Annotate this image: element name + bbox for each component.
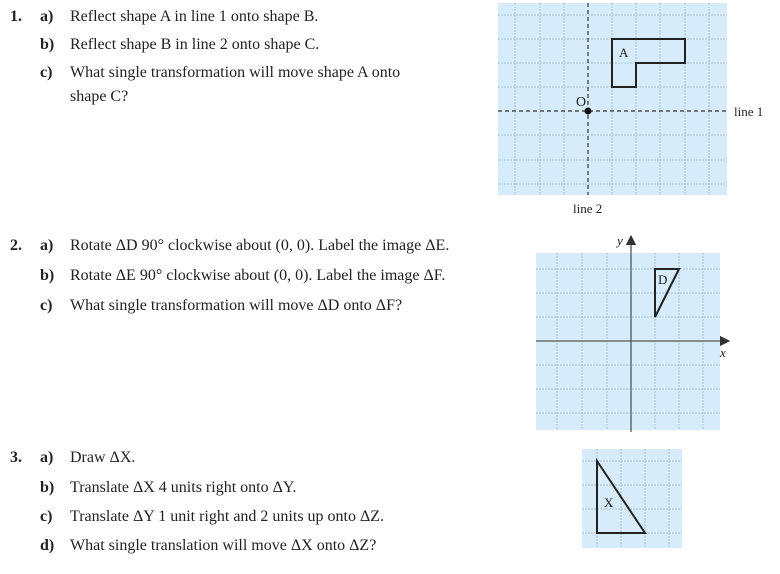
part-text: Reflect shape A in line 1 onto shape B. [70, 8, 319, 25]
triangle-d-label: D [658, 272, 668, 287]
origin-label: O [576, 95, 587, 110]
part-label: c) [40, 297, 53, 314]
part-label: a) [40, 237, 54, 254]
line-1-label: line 1 [734, 104, 764, 119]
question-number: 1. [10, 8, 22, 25]
grid-figure-1 [498, 3, 763, 216]
part-label: b) [40, 36, 55, 53]
part-text: Rotate ΔE 90° clockwise about (0, 0). Label the image ΔF. [70, 267, 446, 284]
x-axis-label: x [720, 345, 726, 360]
part-text: Draw ΔX. [70, 449, 136, 466]
part-text: Rotate ΔD 90° clockwise about (0, 0). Label the image ΔE. [70, 237, 450, 254]
grid-figure-3 [582, 449, 682, 548]
grid-figure-2 [536, 233, 726, 432]
part-label: c) [40, 64, 53, 81]
part-label: d) [40, 537, 55, 554]
part-text: Reflect shape B in line 2 onto shape C. [70, 36, 320, 53]
part-label: b) [40, 479, 55, 496]
part-text: Translate ΔX 4 units right onto ΔY. [70, 479, 297, 496]
y-axis-label: y [617, 233, 623, 248]
part-label: a) [40, 449, 54, 466]
shape-a-label: A [619, 45, 629, 60]
grid-background [498, 3, 727, 195]
part-label: b) [40, 267, 55, 284]
part-label: a) [40, 8, 54, 25]
part-text-cont: shape C? [70, 88, 129, 105]
line-2-label: line 2 [573, 201, 603, 216]
part-text: Translate ΔY 1 unit right and 2 units up onto ΔZ. [70, 508, 385, 525]
part-label: c) [40, 508, 53, 525]
question-number: 2. [10, 237, 22, 254]
part-text: What single transformation will move ΔD onto ΔF? [70, 297, 403, 314]
question-number: 3. [10, 449, 22, 466]
part-text: What single translation will move ΔX onto ΔZ? [70, 537, 377, 554]
part-text: What single transformation will move shape A onto [70, 64, 401, 81]
triangle-x-label: X [604, 495, 614, 510]
